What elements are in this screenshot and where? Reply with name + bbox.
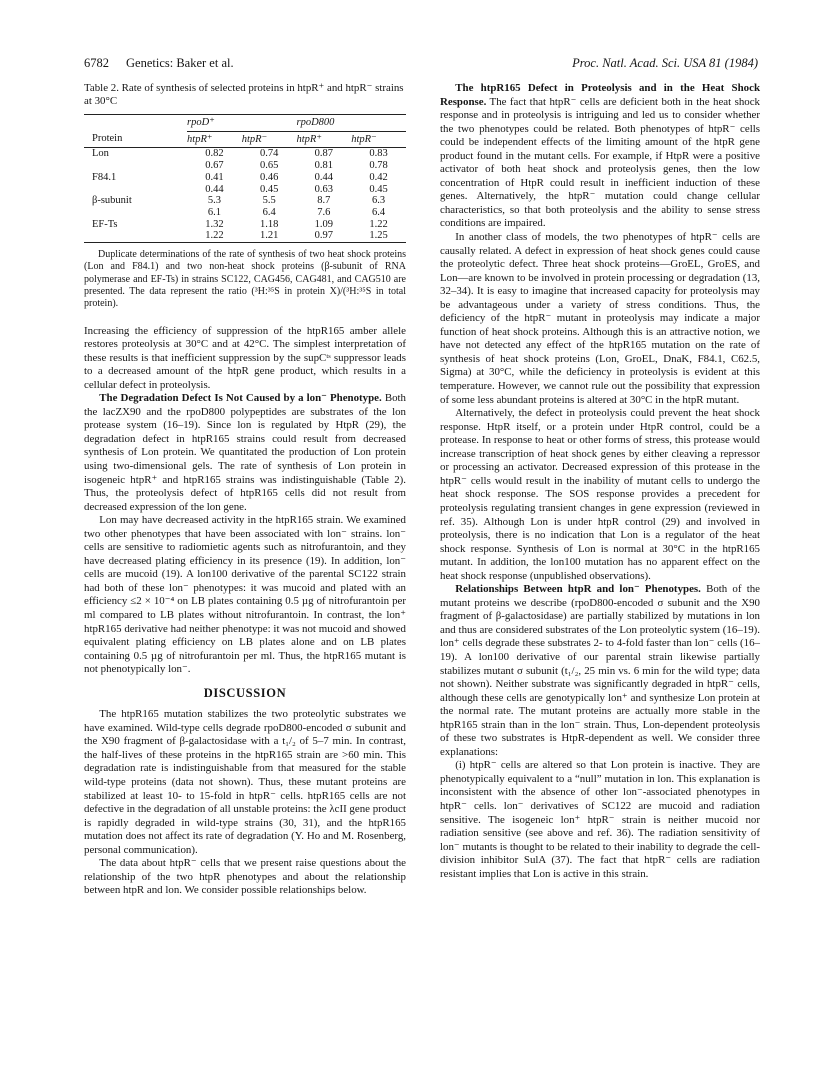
run-in-heading: Relationships Between htpR and lon⁻ Phenotypes. <box>455 583 701 596</box>
cell-value: 1.22 <box>187 230 242 242</box>
paragraph: The data about htpR⁻ cells that we present raise questions about the relationship of the two htpR phenotypes and about the relationship between htpR and lon. We consider possible relationships below. <box>84 857 406 897</box>
paragraph <box>440 82 760 231</box>
col-header-htpr-minus-1: htpR⁻ <box>242 131 297 148</box>
cell-value: 0.74 <box>259 148 279 160</box>
cell-value: 0.65 <box>259 160 279 172</box>
table-caption: Table 2. Rate of synthesis of selected proteins in htpR⁺ and htpR⁻ strains at 30°C <box>84 82 404 107</box>
paragraph-body: The fact that htpR⁻ cells are deficient both in the heat shock response and in proteolysis is intriguing and led us to consider whether the two phenotypes could be related. Both phenotypes of htpR⁻ cells could be independent effects of the limiting amount of the htpR gene product found in the mutant cells. For example, if HtpR were a positive activator of both heat shock and proteolysis genes, then the low concentration of HtpR could result in inefficient induction of these genes. Alternatively, the htpR⁻ mutation could change cellular characteristics, so that both proteolysis and the ability to sense stress conditions are impaired. <box>440 95 760 230</box>
cell-value: 0.82 <box>205 148 224 160</box>
paragraph: Increasing the efficiency of suppression of the htpR165 amber allele restores proteolysis at 30°C and at 42°C. The simplest interpretation of these results is that inefficient suppression by the supCᵗˢ suppressor leads to a decreased amount of the htpR gene product, which results in a cellular defect in proteolysis. <box>84 324 406 391</box>
cell-value: 0.44 <box>205 183 224 195</box>
cell-value: 6.1 <box>207 206 221 218</box>
group-header-rpod800: rpoD800 <box>297 115 407 132</box>
run-in-heading: The htpR165 Defect in Proteolysis and in the Heat Shock Response. <box>440 82 760 108</box>
table-row <box>84 160 406 172</box>
paragraph: (i) htpR⁻ cells are altered so that Lon protein is inactive. They are phenotypically equivalent to a “null” mutation in lon. This explanation is inconsistent with the absence of other lon⁻-associated phenotypes in htpR⁻ cells. lon⁻ derivatives of SC122 are mucoid and radiation sensitive. The isogeneic lon⁺ htpR⁻ strain is neither mucoid nor radiation sensitive (see above and ref. 36). The radiation sensitivity of lon⁻ mutants is thought to be related to their inability to degrade the cell-division inhibitor SulA (37). The fact that htpR⁻ cells are radiation resistant implies that Lon is active in this strain. <box>440 759 760 880</box>
cell-value: 0.78 <box>369 160 388 172</box>
cell-protein <box>84 230 187 242</box>
table-row <box>84 219 406 231</box>
cell-value: 0.97 <box>297 230 352 242</box>
cell-value: 1.18 <box>259 218 279 230</box>
right-column <box>440 82 760 881</box>
cell-value: 0.63 <box>314 183 334 195</box>
section-heading: DISCUSSION <box>203 685 287 700</box>
cell-value: 7.6 <box>317 206 331 218</box>
left-column <box>84 82 406 898</box>
paragraph <box>84 392 406 514</box>
paragraph-body: Both the lacZX90 and the rpoD800 polypeptides are substrates of the lon protease system (16–19). Since lon is regulated by HtpR (29), the degradation defect in htpR165 strains could result from decreased synthesis of Lon protein. We quantitated the production of Lon protein using two-dimensional gels. The rate of synthesis of Lon protein in isogeneic htpR⁺ and htpR165 strains was indistinguishable (Table 2). Thus, the proteolysis defect of htpR165 cells did not result from decreased expression of the lon gene. <box>84 392 406 513</box>
col-header-protein: Protein <box>84 131 187 148</box>
cell-value: 1.25 <box>351 230 406 242</box>
cell-protein <box>84 184 187 196</box>
cell-value: 0.46 <box>259 171 279 183</box>
cell-protein: F84.1 <box>92 171 117 183</box>
cell-value: 0.81 <box>314 160 334 172</box>
cell-value: 6.3 <box>372 195 386 207</box>
cell-value: 0.44 <box>314 171 334 183</box>
col-header-htpr-plus-1: htpR⁺ <box>187 131 242 148</box>
cell-value: 0.42 <box>369 171 388 183</box>
paragraph <box>440 583 760 759</box>
paragraph-body: Both of the mutant proteins we describe (rpoD800-encoded σ subunit and the X90 fragment of β-galactosidase) are partially stabilized by mutations in lon and thus are considered substrates of the Lon proteolytic system (16–19). lon⁺ cells degrade these substrates 2- to 4-fold faster than lon⁻ cells (16–19). A lon100 derivative of our parental strain likewise partially stabilizes mutant σ subunit (t₁/₂, 25 min vs. 6 min for the wild type; data not shown). Neither substrate was significantly degraded in htpR⁻ cells, although these cells are genotypically lon⁺ and synthesize Lon protein at the normal rate. The mutant proteins are actually more stable in the htpR165 strain than in the lon⁻ strain. Thus, Lon-dependent proteolysis of these two substrates is HtpR-dependent as well. We consider three explanations: <box>440 583 761 758</box>
cell-value: 5.5 <box>262 195 276 207</box>
group-header-rpod-plus: rpoD⁺ <box>187 115 296 132</box>
cell-value: 1.32 <box>205 218 224 230</box>
table-row <box>84 172 406 184</box>
cell-value: 8.7 <box>317 195 331 207</box>
paragraph: Lon may have decreased activity in the htpR165 strain. We examined two other phenotypes that have been associated with lon⁻ strains. lon⁻ cells are sensitive to radiomietic agents such as nitrofurantoin, and they have decreased plating efficiency in its presence (19). In addition, lon⁻ cells are mucoid (19). A lon100 derivative of the parental SC122 strain had both of these lon⁻ phenotypes: it was mucoid and plated with an efficiency ≤2 × 10⁻⁴ on LB plates containing 0.5 µg of nitrofurantoin per ml compared to LB plates without nitrofurantoin. In contrast, the lon⁺ htpR165 derivative had neither phenotype: it was not mucoid and showed equivalent plating efficiency on LB plates alone and on LB plates containing 0.5 µg of nitrofurantoin per ml. Thus, the htpR165 mutant is not phenotypically lon⁻. <box>84 514 406 676</box>
cell-value: 0.45 <box>259 183 279 195</box>
table-row <box>84 207 406 219</box>
cell-protein: EF-Ts <box>92 218 118 230</box>
cell-protein: β-subunit <box>92 195 132 207</box>
cell-value: 6.4 <box>372 206 386 218</box>
cell-protein: Lon <box>92 148 109 160</box>
cell-value: 1.09 <box>314 218 334 230</box>
cell-value: 5.3 <box>207 195 221 207</box>
cell-value: 1.22 <box>369 218 388 230</box>
paragraph: The htpR165 mutation stabilizes the two proteolytic substrates we have examined. Wild-type cells degrade rpoD800-encoded σ subunit and the X90 fragment of β-galactosidase with a t₁/₂ of 5–7 min. In contrast, the half-lives of these proteins in the htpR165 strain are >60 min. This degradation rate is indistinguishable from that measured for the stable wild-type proteins (data not shown). Thus, these mutant proteins are stabilized at least 10- to 15-fold in htpR⁻ cells. htpR165 cells are not defective in the degradation of all unstable proteins: the λcII gene product is rapidly degraded in wild-type strains (30, 31), and the htpR165 mutation does not affect its rate of degradation (Y. Ho and M. Rosenberg, personal communication). <box>84 708 406 856</box>
cell-value: 6.4 <box>262 206 276 218</box>
col-header-htpr-plus-2: htpR⁺ <box>297 131 352 148</box>
cell-protein <box>84 207 187 219</box>
table-sub-header-row <box>84 131 406 148</box>
cell-value: 0.83 <box>369 148 388 160</box>
run-in-heading: The Degradation Defect Is Not Caused by a lon⁻ Phenotype. <box>99 392 382 405</box>
table-row <box>84 148 406 160</box>
cell-value: 0.45 <box>369 183 388 195</box>
table-2 <box>84 114 406 243</box>
paragraph: Alternatively, the defect in proteolysis could prevent the heat shock response. HtpR itself, or a protein under HtpR control, could be a protease. In response to heat or other forms of stress, this protease would increase transcription of heat shock genes by either cleaving a repressor or processing an activator. Decreased expression of this protease in the htpR⁻ cells would result in the inability of mutant cells to undergo the heat shock response. The SOS response provides a precedent for proteolysis regulating transient changes in gene expression (reviewed in ref. 35). Although Lon is under htpR control (29) and involved in proteolysis, there is no indication that Lon is a regulator of the heat shock response. Synthesis of Lon is normal at 30°C in the htpR165 mutant. In addition, the lon100 mutation has no apparent effect on the heat shock response (unpublished observations). <box>440 407 760 582</box>
table-footnote: Duplicate determinations of the rate of synthesis of two heat shock proteins (Lon and F84.1) and two non-heat shock proteins (β-subunit of RNA polymerase and EF-Ts) in strains SC122, CAG456, CAG481, and CAG510 are presented. The data represent the ratio (³H:³⁵S in protein X)/(³H:³⁵S in total protein). <box>84 249 406 310</box>
running-header-section: Genetics: Baker et al. <box>126 56 234 70</box>
running-header-journal: Proc. Natl. Acad. Sci. USA 81 (1984) <box>572 56 758 70</box>
page-number: 6782 <box>84 56 109 70</box>
table-row <box>84 195 406 207</box>
cell-value: 1.21 <box>242 230 297 242</box>
cell-value: 0.87 <box>314 148 334 160</box>
table-row <box>84 184 406 196</box>
paragraph: In another class of models, the two phenotypes of htpR⁻ cells are causally related. A defect in expression of heat shock genes could cause the proteolytic defect. Three heat shock proteins—GroEL, GroES, and Lon—are known to be involved in protein processing or degradation (13, 32–34). It is easy to imagine that increased capacity for proteolysis may be advantageous under a variety of stress conditions. Thus, the deficiency of the htpR⁻ mutant in proteolysis may indicate a major function of heat shock proteins. Although this is an attractive notion, we have not detected any effect of the htpR165 mutation on the rate of synthesis of heat shock proteins (Lon, GroEL, DnaK, F84.1, C62.5, Sigma) at 30°C, while the deficiency in proteolysis is evident at this temperature. However, we cannot rule out the possibility that expression of some less abundant proteins is altered at 30°C in the htpR mutant. <box>440 231 760 406</box>
cell-protein <box>84 160 187 172</box>
cell-value: 0.67 <box>205 160 224 172</box>
cell-value: 0.41 <box>205 171 224 183</box>
table-group-header-row <box>84 115 406 132</box>
col-header-htpr-minus-2: htpR⁻ <box>351 131 406 148</box>
table-row <box>84 230 406 242</box>
